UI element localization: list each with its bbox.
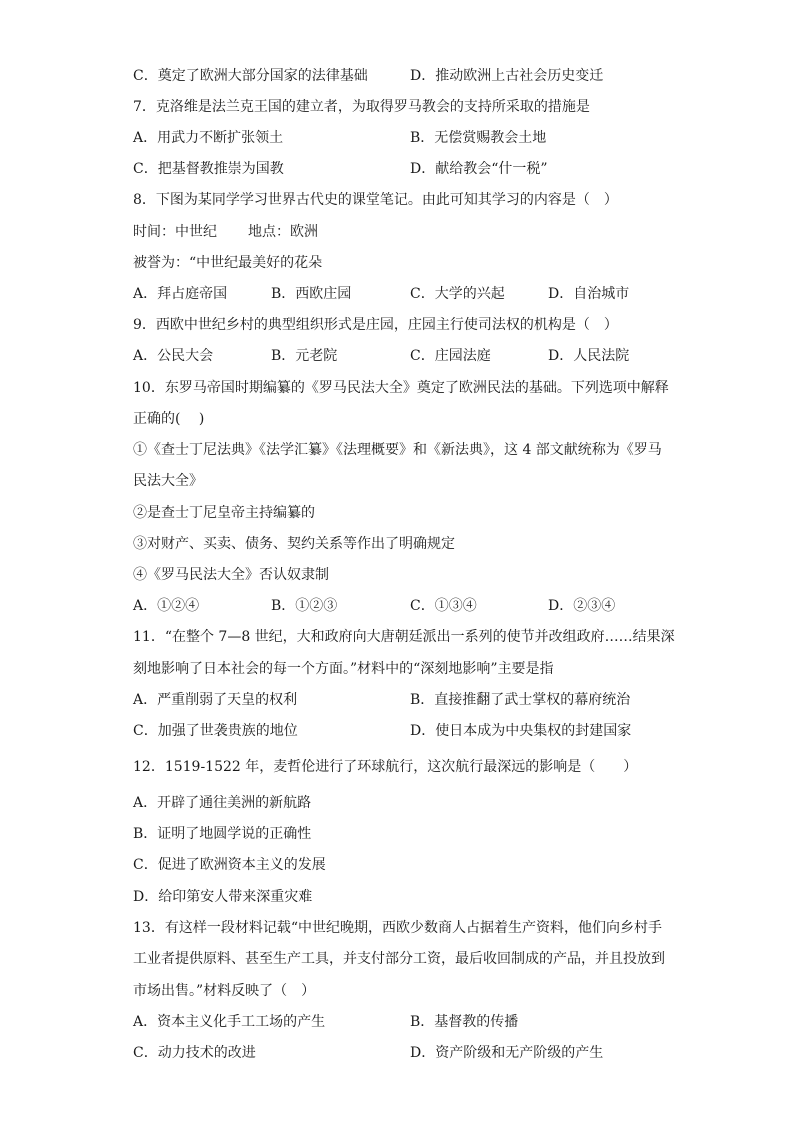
q12-option-a: A．开辟了通往美洲的新航路: [133, 795, 312, 811]
q8-note-place: 地点：欧洲: [248, 224, 318, 240]
q11-option-a: A．严重削弱了天皇的权利: [133, 692, 298, 708]
q10-item-3: ③对财产、买卖、债务、契约关系等作出了明确规定: [133, 536, 455, 552]
q13-option-c: C．动力技术的改进: [133, 1045, 256, 1061]
q8-stem: 8．下图为某同学学习世界古代史的课堂笔记。由此可知其学习的内容是（ ）: [133, 192, 618, 208]
q11-stem-line-1: 11．“在整个 7—8 世纪，大和政府向大唐朝廷派出一系列的使节并改组政府……结果深: [133, 629, 675, 645]
q10-option-a: A．①②④: [133, 598, 200, 614]
q10-item-4: ④《罗马民法大全》否认奴隶制: [133, 567, 329, 583]
q9-stem: 9．西欧中世纪乡村的典型组织形式是庄园，庄园主行使司法权的机构是（ ）: [133, 317, 618, 333]
q8-note-time: 时间：中世纪: [133, 224, 217, 240]
q10-item-2: ②是查士丁尼皇帝主持编纂的: [133, 505, 315, 521]
q11-stem-line-2: 刻地影响了日本社会的每一个方面。”材料中的“深刻地影响”主要是指: [133, 661, 554, 677]
q12-option-d: D．给印第安人带来深重灾难: [133, 889, 313, 905]
q7-option-c: C．把基督教推崇为国教: [133, 161, 284, 177]
q7-option-d: D．献给教会“什一税”: [410, 161, 548, 177]
q10-stem-line-2: 正确的( ): [133, 411, 205, 427]
q8-note-praise: 被誉为：“中世纪最美好的花朵: [133, 255, 323, 271]
q6-option-d: D．推动欧洲上古社会历史变迁: [410, 68, 604, 84]
q12-option-c: C．促进了欧洲资本主义的发展: [133, 857, 326, 873]
q9-option-b: B．元老院: [271, 348, 338, 364]
q11-option-d: D．使日本成为中央集权的封建国家: [410, 723, 632, 739]
q11-option-b: B．直接推翻了武士掌权的幕府统治: [410, 692, 631, 708]
q8-option-d: D．自治城市: [548, 286, 630, 302]
q10-option-b: B．①②③: [271, 598, 338, 614]
q13-stem-line-1: 13．有这样一段材料记载“中世纪晚期，西欧少数商人占据着生产资料，他们向乡村手: [133, 920, 662, 936]
q13-stem-line-2: 工业者提供原料、甚至生产工具，并支付部分工资，最后收回制成的产品，并且投放到: [133, 951, 665, 967]
q10-item-1-line-1: ①《查士丁尼法典》《法学汇纂》《法理概要》和《新法典》，这 4 部文献统称为《罗马: [133, 442, 662, 458]
q11-option-c: C．加强了世袭贵族的地位: [133, 723, 298, 739]
q9-option-d: D．人民法院: [548, 348, 630, 364]
q7-option-b: B．无偿赏赐教会土地: [410, 130, 547, 146]
q9-option-a: A．公民大会: [133, 348, 214, 364]
q7-stem: 7．克洛维是法兰克王国的建立者，为取得罗马教会的支持所采取的措施是: [133, 99, 590, 115]
q10-item-1-line-2: 民法大全》: [133, 473, 203, 489]
q8-option-a: A．拜占庭帝国: [133, 286, 228, 302]
q10-option-d: D．②③④: [548, 598, 616, 614]
q10-stem-line-1: 10．东罗马帝国时期编纂的《罗马民法大全》奠定了欧洲民法的基础。下列选项中解释: [133, 380, 669, 396]
q9-option-c: C．庄园法庭: [410, 348, 491, 364]
q7-option-a: A．用武力不断扩张领土: [133, 130, 284, 146]
q12-stem: 12．1519-1522 年，麦哲伦进行了环球航行，这次航行最深远的影响是（ ）: [133, 759, 638, 775]
q13-option-d: D．资产阶级和无产阶级的产生: [410, 1045, 604, 1061]
q13-option-b: B．基督教的传播: [410, 1014, 519, 1030]
q8-option-b: B．西欧庄园: [271, 286, 352, 302]
q10-option-c: C．①③④: [410, 598, 477, 614]
q12-option-b: B．证明了地圆学说的正确性: [133, 826, 312, 842]
q6-option-c: C．奠定了欧洲大部分国家的法律基础: [133, 68, 368, 84]
q13-stem-line-3: 市场出售。”材料反映了（ ）: [133, 983, 316, 999]
q13-option-a: A．资本主义化手工工场的产生: [133, 1014, 326, 1030]
q8-option-c: C．大学的兴起: [410, 286, 505, 302]
